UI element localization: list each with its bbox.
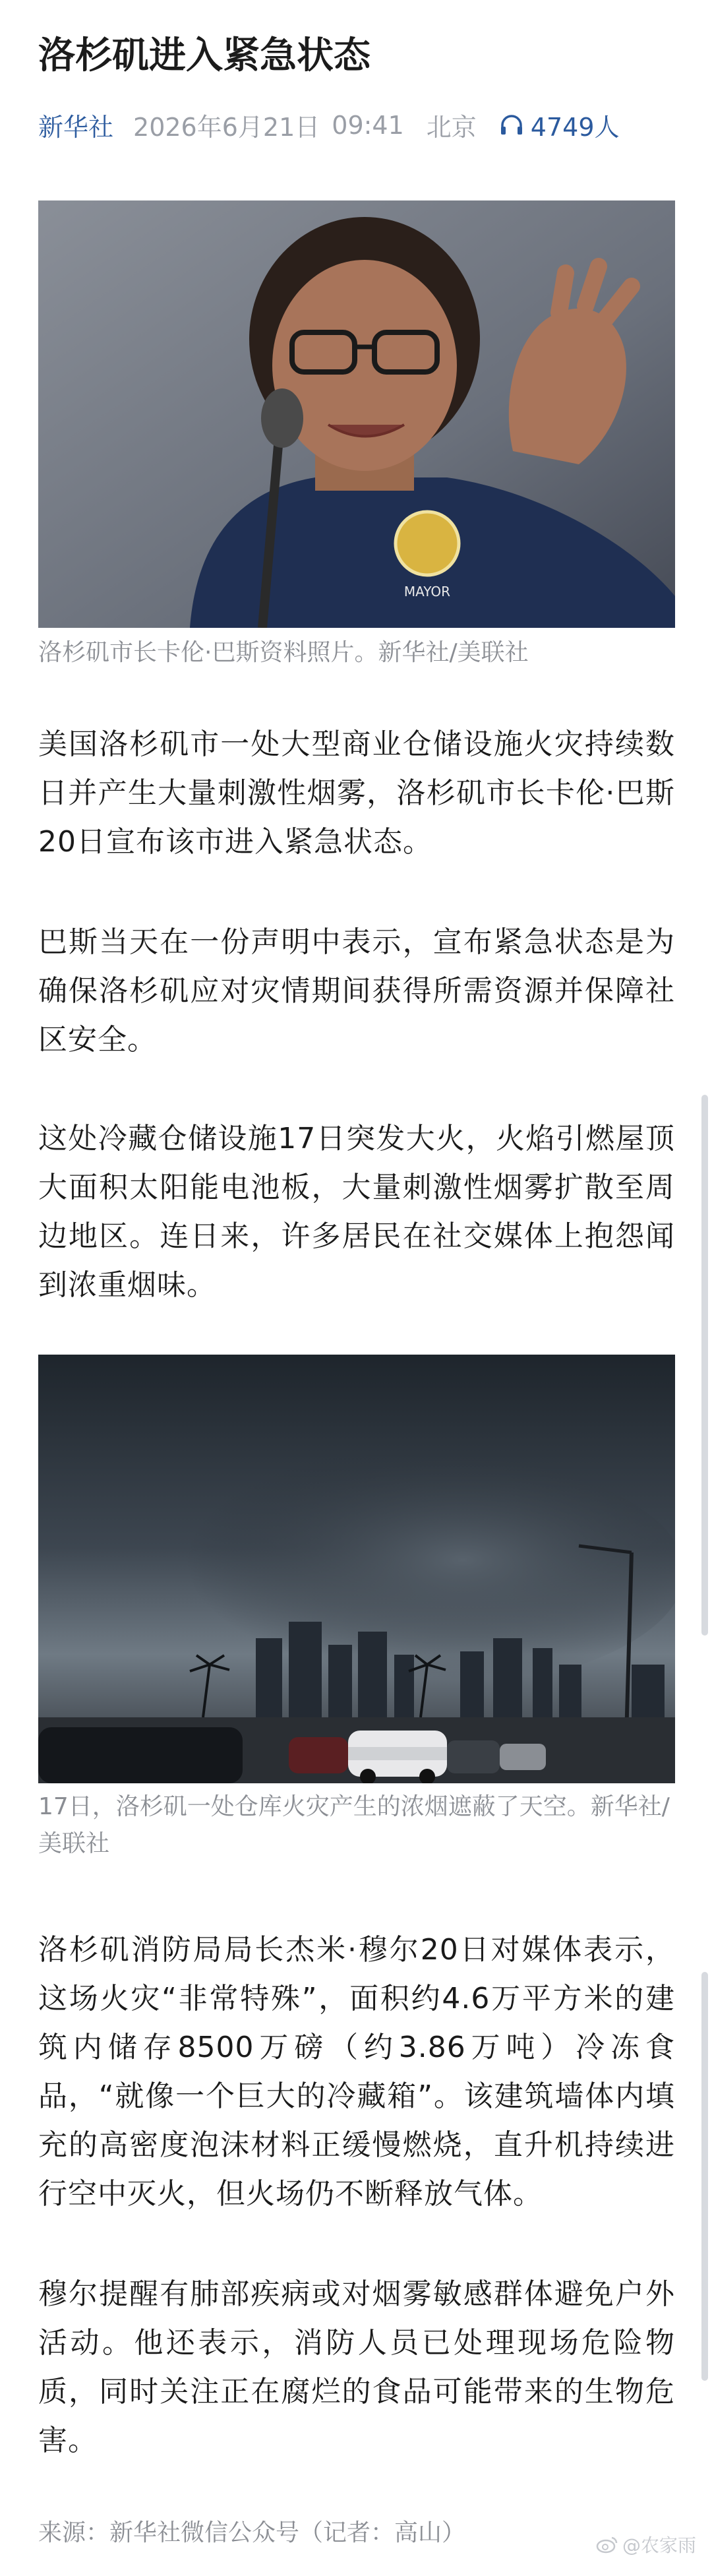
publish-date: 2026年6月21日 bbox=[133, 113, 320, 142]
article-title: 洛杉矶进入紧急状态 bbox=[38, 34, 371, 77]
watermark bbox=[596, 2531, 696, 2558]
weibo-icon bbox=[596, 2535, 618, 2554]
badge-text: MAYOR bbox=[403, 584, 451, 599]
article-paragraph: 巴斯当天在一份声明中表示，宣布紧急状态是为确保洛杉矶应对灾情期间获得所需资源并保障社区安全。 bbox=[38, 925, 675, 1057]
article-paragraph: 这处冷藏仓储设施17日突发大火，火焰引燃屋顶大面积太阳能电池板，大量刺激性烟雾扩散至周边地区。连日来，许多居民在社交媒体上抱怨闻到浓重烟味。 bbox=[38, 1122, 675, 1302]
publish-location: 北京 bbox=[426, 113, 477, 142]
headphones-icon bbox=[499, 114, 524, 137]
view-count bbox=[499, 107, 620, 143]
article-paragraph: 美国洛杉矶市一处大型商业仓储设施火灾持续数日并产生大量刺激性烟雾，洛杉矶市长卡伦·巴斯20日宣布该市进入紧急状态。 bbox=[38, 727, 675, 859]
publish-time: 09:41 bbox=[332, 110, 404, 140]
article-meta bbox=[38, 107, 620, 143]
image-caption: 洛杉矶市长卡伦·巴斯资料照片。新华社/美联社 bbox=[38, 639, 529, 666]
article-source-footer: 来源：新华社微信公众号（记者：高山） bbox=[38, 2519, 466, 2546]
view-count-text: 4749人 bbox=[530, 113, 620, 142]
smoke-skyline-photo[interactable] bbox=[38, 1355, 675, 1783]
mayor-photo[interactable] bbox=[38, 200, 675, 628]
image-caption: 17日，洛杉矶一处仓库火灾产生的浓烟遮蔽了天空。新华社/美联社 bbox=[38, 1793, 670, 1857]
smoke-skyline-illustration bbox=[38, 1355, 675, 1783]
source-link[interactable]: 新华社 bbox=[38, 113, 114, 142]
scrollbar-thumb[interactable] bbox=[701, 1972, 708, 2381]
article-paragraph: 洛杉矶消防局局长杰米·穆尔20日对媒体表示，这场火灾“非常特殊”，面积约4.6万平方米的建筑内储存8500万磅（约3.86万吨）冷冻食品，“就像一个巨大的冷藏箱”。该建筑墙体内填充的高密度泡沫材料正缓慢燃烧，直升机持续进行空中灭火，但火场仍不断释放气体。 bbox=[38, 1933, 675, 2211]
article-paragraph: 穆尔提醒有肺部疾病或对烟雾敏感群体避免户外活动。他还表示，消防人员已处理现场危险物质，同时关注正在腐烂的食品可能带来的生物危害。 bbox=[38, 2277, 675, 2457]
watermark-text: @农家雨 bbox=[622, 2534, 696, 2556]
mayor-photo-illustration bbox=[38, 200, 675, 628]
scrollbar-thumb[interactable] bbox=[701, 1095, 708, 1636]
